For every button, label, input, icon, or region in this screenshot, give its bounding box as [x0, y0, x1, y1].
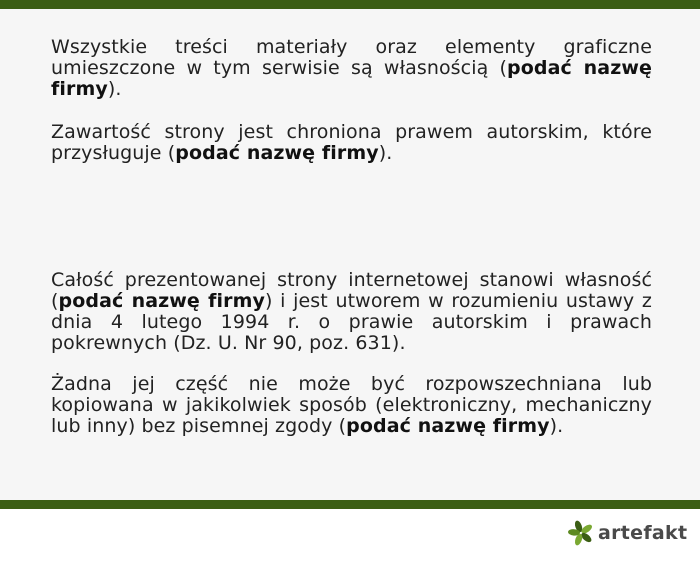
logo-wordmark: artefakt: [598, 522, 688, 544]
paragraph-text: ) i jest utworem w rozumieniu ustawy z dnia 4 lutego 1994 r. o prawie autorskim i prawach pokrewnych (Dz. U. Nr 90, poz. 631).: [51, 290, 652, 354]
company-name-placeholder: podać nazwę firmy: [346, 415, 550, 437]
company-name-placeholder: podać nazwę firmy: [51, 57, 652, 100]
company-name-placeholder: podać nazwę firmy: [175, 142, 379, 164]
paragraph-text: ).: [378, 142, 393, 164]
copyright-paragraph-4: [51, 374, 652, 437]
leaf-cluster-icon: [567, 519, 595, 547]
top-divider-bar: [0, 0, 700, 9]
company-name-placeholder: podać nazwę firmy: [58, 290, 265, 312]
copyright-paragraph-3: [51, 270, 652, 354]
artefakt-logo: [567, 519, 687, 547]
paragraph-text: ).: [107, 78, 122, 100]
paragraph-text: ).: [549, 415, 564, 437]
paragraph-text: Całość prezentowanej strony internetowej stanowi własność (: [51, 269, 652, 312]
bottom-divider-bar: [0, 500, 700, 509]
paragraph-text: Wszystkie treści materiały oraz elementy graficzne umieszczone w tym serwisie są własnością (: [51, 36, 652, 79]
paragraph-text: Żadna jej część nie może być rozpowszechniana lub kopiowana w jakikolwiek sposób (elektroniczny, mechaniczny lub inny) bez pisemnej zgody (: [51, 373, 652, 437]
paragraph-text: Zawartość strony jest chroniona prawem autorskim, które przysługuje (: [51, 121, 652, 164]
copyright-paragraph-2: [51, 122, 652, 164]
copyright-paragraph-1: [51, 37, 652, 100]
